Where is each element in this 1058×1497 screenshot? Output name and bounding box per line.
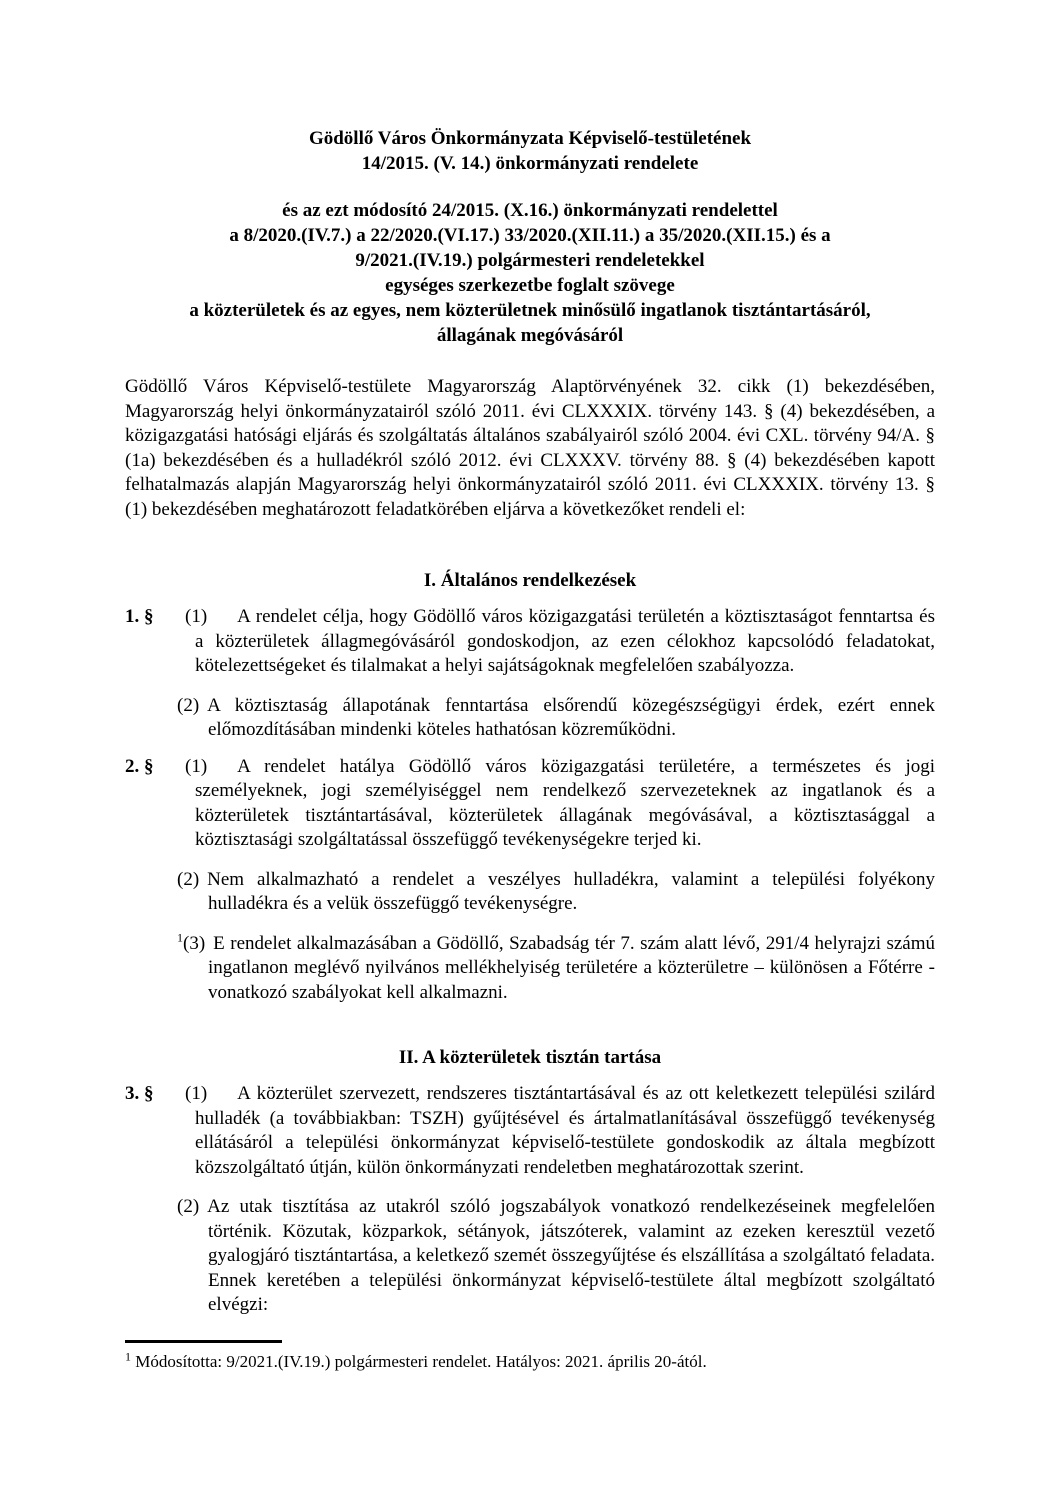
paragraph-text: E rendelet alkalmazásában a Gödöllő, Szabadság tér 7. szám alatt lévő, 291/4 helyrajzi számú ingatlanon meglévő nyilvános mellékhelyiség területére a közterületre – különösen a Főtérre - vonatkozó szabályokat kell alkalmazni. <box>208 932 935 1003</box>
doc-subtitle-line-3: 9/2021.(IV.19.) polgármesteri rendeletekkel <box>355 250 705 271</box>
section-number-3: 3. § <box>125 1083 154 1104</box>
paragraph-number: (2) <box>177 1196 200 1217</box>
paragraph-number: (2) <box>177 868 200 890</box>
paragraph-text: Az utak tisztítása az utakról szóló jogszabályok vonatkozó rendelkezéseinek megfelelően történik. Közutak, közparkok, sétányok, játszóterek, valamint az ezeken keresztül vezető gyalogjáró tisztántartása, a keletkező szemét összegyűjtése és elszállítása a szolgáltató feladata. Ennek keretében a települési önkormányzat képviselő-testülete által megbízott szolgáltató elvégzi: <box>207 1196 935 1315</box>
doc-title-block <box>125 126 935 176</box>
doc-subtitle-line-4: egységes szerkezetbe foglalt szövege <box>385 275 675 296</box>
paragraph-number: (2) <box>177 694 200 716</box>
paragraph-number: (1) <box>185 606 208 627</box>
section-number-2: 2. § <box>125 755 154 777</box>
paragraph-text: A közterület szervezett, rendszeres tisztántartásával és az ott keletkezett települési szilárd hulladék (a továbbiakban: TSZH) gyűjtésével és ártalmatlanításával összefüggő tevékenység ellátásáról a települési önkormányzat képviselő-testülete gondoskodik az általa megbízott közszolgáltató útján, külön önkormányzati rendeletben meghatározottak szerint. <box>195 1083 935 1178</box>
paragraph-3-1 <box>125 1082 935 1180</box>
footnote-rule <box>125 1340 282 1343</box>
doc-subtitle-line-2: a 8/2020.(IV.7.) a 22/2020.(VI.17.) 33/2020.(XII.11.) a 35/2020.(XII.15.) és a <box>229 225 831 246</box>
doc-title-line-1: Gödöllő Város Önkormányzata Képviselő-testületének <box>308 128 752 149</box>
paragraph-1-2 <box>125 694 935 743</box>
paragraph-number: (1) <box>185 755 208 777</box>
paragraph-number: (1) <box>185 1083 208 1104</box>
footnote <box>125 1340 935 1372</box>
section-number-1: 1. § <box>125 606 154 627</box>
doc-subtitle-line-6: állagának megóvásáról <box>436 325 624 346</box>
paragraph-3-2 <box>125 1195 935 1318</box>
doc-subtitle-line-5: a közterületek és az egyes, nem közterületnek minősülő ingatlanok tisztántartásáról, <box>189 300 871 321</box>
doc-subtitle-block <box>125 198 935 348</box>
footnote-text: Módosította: 9/2021.(IV.19.) polgármesteri rendelet. Hatályos: 2021. április 20-ától. <box>135 1351 707 1371</box>
paragraph-1-1 <box>125 605 935 679</box>
paragraph-text: Nem alkalmazható a rendelet a veszélyes hulladékra, valamint a települési folyékony hulladékra és a velük összefüggő tevékenységre. <box>207 868 935 914</box>
preamble-paragraph: Gödöllő Város Képviselő-testülete Magyarország Alaptörvényének 32. cikk (1) bekezdésében, Magyarország helyi önkormányzatairól szóló 2011. évi CLXXXIX. törvény 143. § (4) bekezdésében, a közigazgatási hatósági eljárás és szolgáltatás általános szabályairól szóló 2004. évi CXL. törvény 94/A. § (1a) bekezdésében és a hulladékról szóló 2012. évi CLXXXV. törvény 88. § (4) bekezdésében kapott felhatalmazás alapján Magyarország helyi önkormányzatairól szóló 2011. évi CLXXXIX. törvény 13. § (1) bekezdésében meghatározott feladatkörében eljárva a következőket rendeli el: <box>125 376 935 520</box>
paragraph-text: A rendelet hatálya Gödöllő város közigazgatási területére, a természetes és jogi személyeknek, jogi személyiséggel nem rendelkező szervezeteknek az ingatlanok és a közterületek tisztántartásával, közterületek állagának megóvásával, a köztisztasággal a köztisztasági szolgáltatással összefüggő tevékenységekre terjed ki. <box>195 755 935 850</box>
footnote-line <box>125 1348 935 1372</box>
doc-title-line-2: 14/2015. (V. 14.) önkormányzati rendelete <box>361 153 699 174</box>
doc-subtitle-line-1: és az ezt módosító 24/2015. (X.16.) önkormányzati rendelettel <box>282 200 778 221</box>
paragraph-number: $^1$(3) <box>177 930 206 954</box>
footnote-reference-marker: 1 <box>177 930 183 945</box>
paragraph-2-1 <box>125 755 935 853</box>
section-heading-1: I. Általános rendelkezések <box>423 570 637 591</box>
paragraph-2-3 <box>125 932 935 1006</box>
section-heading-2: II. A közterületek tisztán tartása <box>398 1047 662 1068</box>
paragraph-2-2 <box>125 868 935 917</box>
paragraph-text: A köztisztaság állapotának fenntartása elsőrendű közegészségügyi érdek, ezért ennek előmozdításában mindenki köteles hathatósan közreműködni. <box>207 694 935 740</box>
paragraph-text: A rendelet célja, hogy Gödöllő város közigazgatási területén a köztisztaságot fenntartsa és a közterületek állagmegóvásáról gondoskodjon, az ezen célokhoz kapcsolódó feladatokat, kötelezettségeket és tilalmakat a helyi sajátságoknak megfelelően szabályozza. <box>195 606 935 676</box>
footnote-number: 1 <box>125 1348 131 1363</box>
